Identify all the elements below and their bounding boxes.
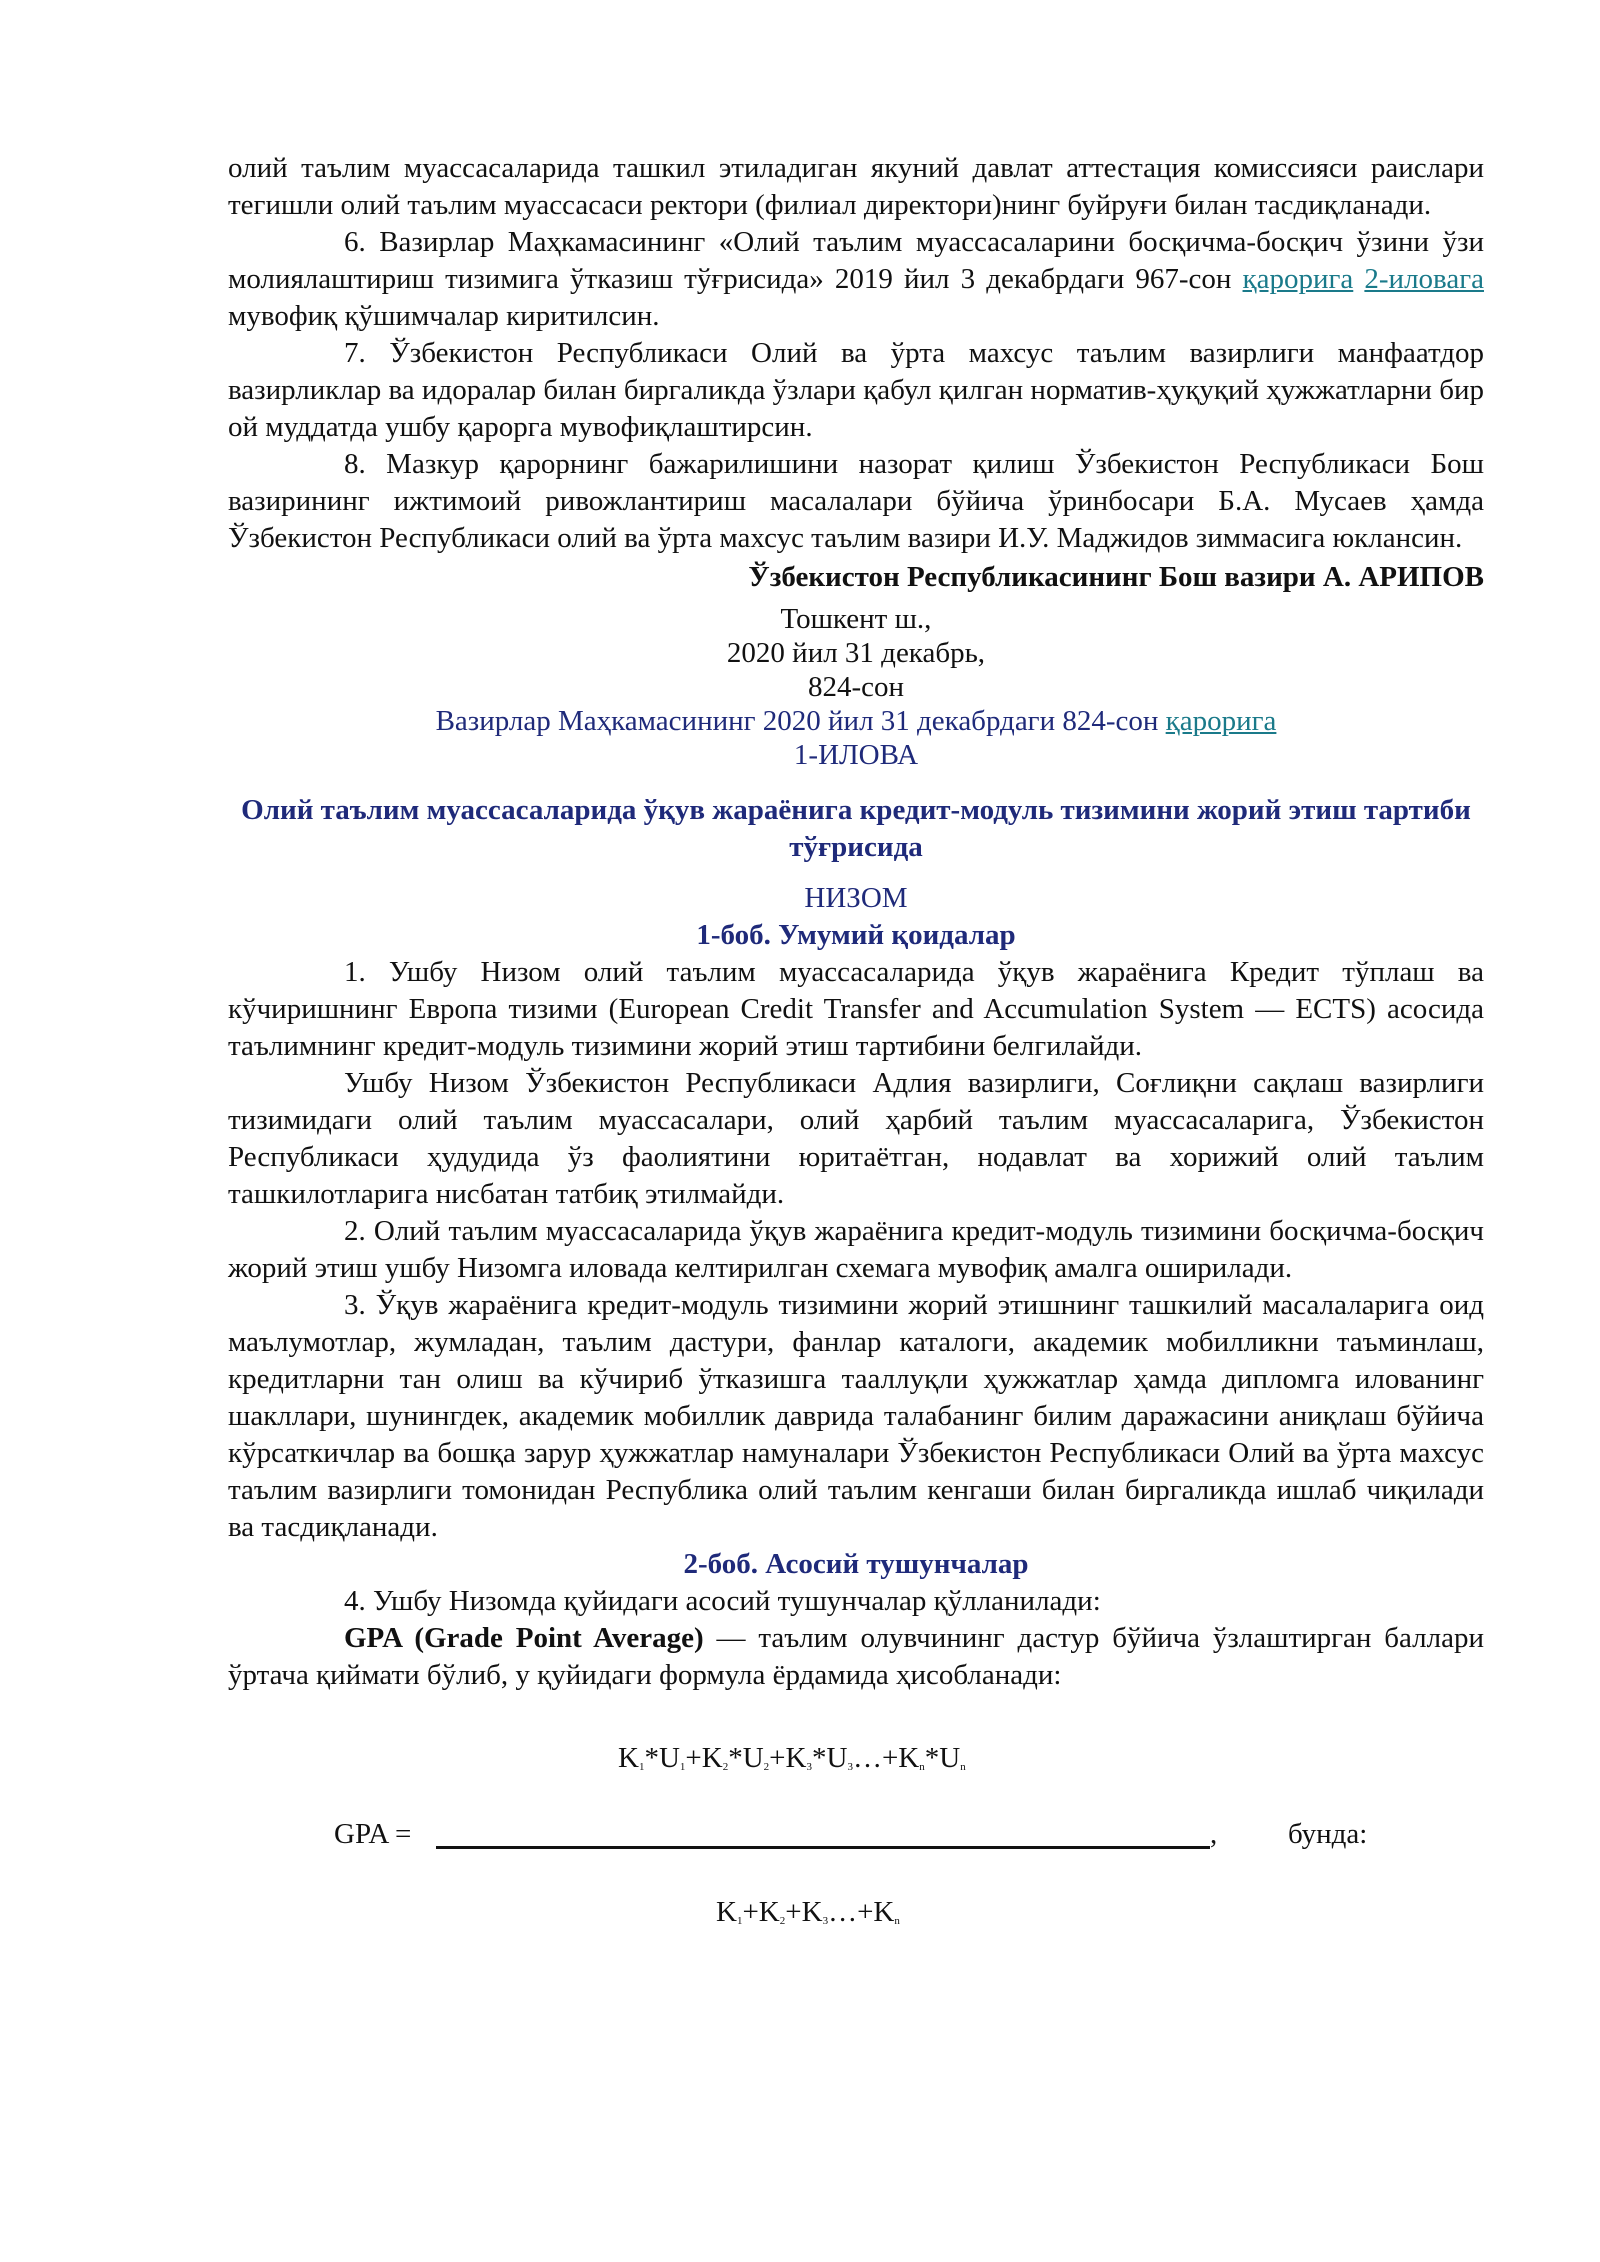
formula-label: GPA = <box>334 1818 412 1850</box>
link-qaroriga[interactable]: қарорига <box>1242 263 1354 295</box>
link-annex-qaroriga[interactable]: қарорига <box>1165 705 1277 737</box>
annex-label: 1-ИЛОВА <box>793 739 919 771</box>
link-2-ilovaga[interactable]: 2-иловага <box>1364 263 1484 295</box>
gpa-formula <box>228 1698 1484 1938</box>
formula-comma: , <box>1210 1818 1218 1850</box>
formula-numerator: $K_1*U_1+K_2*U_2+K_3*U_3\dots+K_n*U_n$ <box>618 1742 966 1774</box>
chapter-1-heading: 1-боб. Умумий қоидалар <box>696 919 1016 951</box>
chapter-2-heading: 2-боб. Асосий тушунчалар <box>683 1548 1029 1580</box>
paragraph-3: 3. Ўқув жараёнига кредит-модуль тизимини жорий этишнинг ташкилий масалаларига оид маълумотлар, жумладан, таълим дастури, фанлар каталоги, академик мобилликни таъминлаш, кредитларни тан олиш ва кўчириб ўтказишга тааллуқли ҳужжатлар ҳамда дипломга илованинг шакллари, шунингдек, академик мобиллик даврида талабанинг билим даражасини аниқлаш бўйича кўрсаткичлар ва бошқа зарур ҳужжатлар намуналари Ўзбекистон Республикаси Олий ва ўрта махсус таълим вазирлиги томонидан Республика олий таълим кенгаши билан биргаликда ишлаб чиқилади ва тасдиқланади. <box>228 1289 1484 1543</box>
paragraph-2: 2. Олий таълим муассасаларида ўқув жараёнига кредит-модуль тизимини босқичма-босқич жорий этиш ушбу Низомга иловада келтирилган схемага мувофиқ амалга оширилади. <box>228 1215 1484 1284</box>
fraction-line <box>436 1846 1210 1849</box>
gpa-definition <box>228 1620 1484 1694</box>
signature: Ўзбекистон Республикасининг Бош вазири А. АРИПОВ <box>748 561 1484 593</box>
formula-denominator: $K_1+K_2+K_3\dots+K_n$ <box>716 1896 900 1928</box>
place-date-block <box>228 602 1484 704</box>
paragraph-1-continued: Ушбу Низом Ўзбекистон Республикаси Адлия вазирлиги, Соғлиқни сақлаш вазирлиги тизимидаги олий таълим муассасалари, олий ҳарбий таълим муассасаларига, Ўзбекистон Республикаси ҳудудида ўз фаолиятини юритаётган, нодавлат ва хорижий олий таълим ташкилотларига нисбатан татбиқ этилмайди. <box>228 1067 1484 1210</box>
document-type: НИЗОМ <box>804 882 908 914</box>
annex-title: Олий таълим муассасаларида ўқув жараёнига кредит-модуль тизимини жорий этиш тартиби тўғрисида <box>241 794 1471 863</box>
paragraph-continuation: олий таълим муассасаларида ташкил этиладиган якуний давлат аттестация комиссияси раислари тегишли олий таълим муассасаси ректори (филиал директори)нинг буйруғи билан тасдиқланади. <box>228 152 1484 221</box>
paragraph-6 <box>228 224 1484 335</box>
formula-where: бунда: <box>1288 1818 1368 1850</box>
gpa-definition-text: — таълим олувчининг дастур бўйича ўзлаштирган баллари ўртача қиймати бўлиб, у қуйидаги формула ёрдамида ҳисобланади: <box>228 1622 1484 1691</box>
paragraph-7: 7. Ўзбекистон Республикаси Олий ва ўрта махсус таълим вазирлиги манфаатдор вазирликлар ва идоралар билан биргаликда ўзлари қабул қилган норматив-ҳуқуқий ҳужжатларни бир ой муддатда ушбу қарорга мувофиқлаштирсин. <box>228 337 1484 443</box>
paragraph-8: 8. Мазкур қарорнинг бажарилишини назорат қилиш Ўзбекистон Республикаси Бош вазирининг ижтимоий ривожлантириш масалалари бўйича ўринбосари Б.А. Мусаев ҳамда Ўзбекистон Республикаси олий ва ўрта махсус таълим вазири И.У. Маджидов зиммасига юклансин. <box>228 448 1484 554</box>
document-page <box>228 150 1484 1938</box>
place-date: 2020 йил 31 декабрь, <box>726 637 986 669</box>
paragraph-1: 1. Ушбу Низом олий таълим муассасаларида ўқув жараёнига Кредит тўплаш ва кўчиришнинг Европа тизими (European Credit Transfer and Accumulation System — ECTS) асосида таълимнинг кредит-модуль тизимини жорий этиш тартибини белгилайди. <box>228 956 1484 1062</box>
annex-reference-text: Вазирлар Маҳкамасининг 2020 йил 31 декабрдаги 824-сон <box>435 705 1166 737</box>
paragraph-6-tail: мувофиқ қўшимчалар киритилсин. <box>228 300 660 332</box>
place-number: 824-сон <box>807 671 905 703</box>
gpa-term: GPA (Grade Point Average) <box>344 1622 704 1654</box>
annex-reference <box>228 704 1484 738</box>
paragraph-4: 4. Ушбу Низомда қуйидаги асосий тушунчалар қўлланилади: <box>344 1585 1101 1617</box>
place-city: Тошкент ш., <box>780 603 932 635</box>
paragraph-6-text: 6. Вазирлар Маҳкамасининг «Олий таълим муассасаларини босқичма-босқич ўзини ўзи молиялаштириш тизимига ўтказиш тўғрисида» 2019 йил 3 декабрдаги 967-сон <box>228 226 1484 295</box>
